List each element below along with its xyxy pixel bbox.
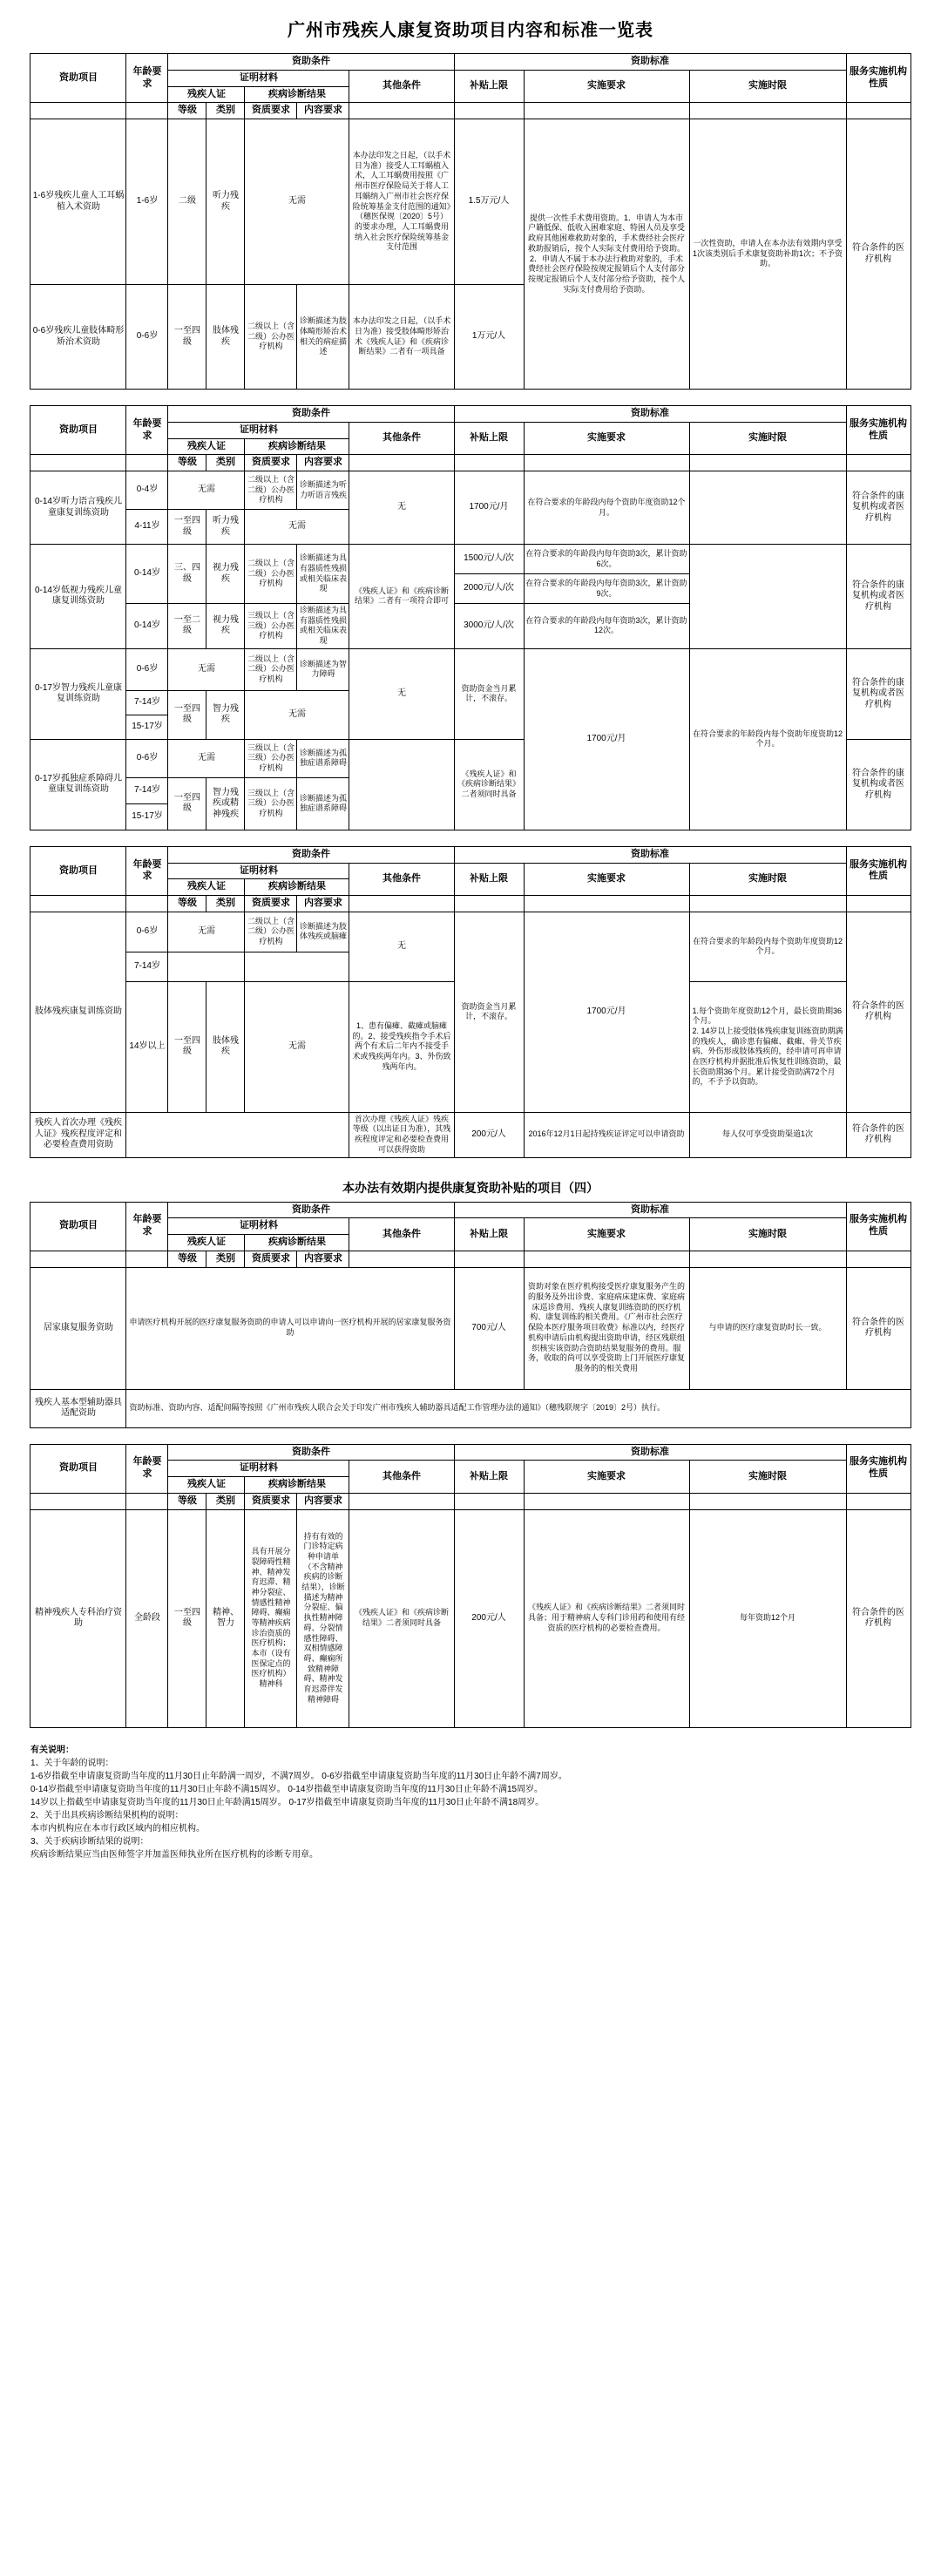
table-section-2 [30,405,911,830]
th-spacer-other [349,103,454,119]
cell-impl-time: 每人仅可享受资助渠道1次 [689,1112,846,1157]
th-impl-req: 实施要求 [524,70,689,103]
th-spacer-other [349,455,454,471]
cell-age: 14岁以上 [126,981,168,1112]
cell-age: 0-6岁 [126,285,168,390]
table-row [30,912,911,952]
th-project: 资助项目 [30,1444,126,1493]
note-item: 1、关于年龄的说明： [30,1758,114,1768]
cell-grade: 一至四级 [168,285,206,390]
th-spacer-req [524,1251,689,1267]
th-conditions: 资助条件 [168,54,454,71]
note-item: 本市内机构应在本市行政区域内的相应机构。 [30,1823,205,1834]
th-conditions: 资助条件 [168,1202,454,1218]
table-row [30,1267,911,1389]
th-spacer-project [30,1251,126,1267]
th-materials: 证明材料 [168,1461,349,1477]
cell-age: 0-6岁 [126,648,168,690]
th-diagnosis: 疾病诊断结果 [245,1477,349,1494]
cell-service-org: 符合条件的医疗机构 [846,912,911,1112]
cell-age: 0-14岁 [126,545,168,604]
th-spacer-other [349,1493,454,1509]
cell-project: 居家康复服务资助 [30,1267,126,1389]
th-cap: 补贴上限 [454,863,524,896]
th-spacer-cap [454,896,524,912]
th-spacer-org [846,1251,911,1267]
th-spacer-req [524,103,689,119]
note-item: 3、关于疾病诊断结果的说明： [30,1836,149,1847]
cell-age: 0-6岁 [126,912,168,952]
cell-project: 1-6岁残疾儿童人工耳蜗植入术资助 [30,119,126,285]
th-grade: 等级 [168,1251,206,1267]
th-spacer-other [349,1251,454,1267]
th-spacer-age [126,103,168,119]
th-impl-time: 实施时限 [689,1218,846,1251]
cell-content: 诊断描述为孤独症谱系障碍 [297,777,349,830]
cell-diagnosis: 无需 [245,119,349,285]
cell-service-org: 符合条件的康复机构或者医疗机构 [846,739,911,830]
th-spacer-cap [454,1251,524,1267]
th-cap: 补贴上限 [454,70,524,103]
cell-other: 本办法印发之日起，（以手术日为准）接受肢体畸形矫治术《残疾人证》和《疾病诊断结果》二者有一项具备 [349,285,454,390]
th-category: 类别 [206,1251,245,1267]
cell-qualification: 三级以上（含三级）公办医疗机构 [245,739,297,777]
th-age: 年龄要求 [126,846,168,895]
cell-diagnosis [245,952,349,981]
th-cap: 补贴上限 [454,422,524,455]
th-spacer-cap [454,455,524,471]
th-service-org: 服务实施机构性质 [846,1444,911,1493]
table-header-row [30,1444,911,1461]
th-content: 内容要求 [297,455,349,471]
cell-age: 7-14岁 [126,777,168,803]
cell-service-org: 符合条件的康复机构或者医疗机构 [846,471,911,545]
th-spacer-req [524,455,689,471]
cell-other: 1、患有偏瘫、截瘫或脑瘫的。2、接受残疾指令手术后两个有术后二年内不接受手术或残疾两年内。3、外伤致残两年内。 [349,981,454,1112]
table-header-row [30,406,911,423]
cell-cap: 3000元/人/次 [454,604,524,649]
th-project: 资助项目 [30,54,126,103]
th-service-org: 服务实施机构性质 [846,54,911,103]
cell-cap: 1.5万元/人 [454,119,524,285]
cell-impl-time: 与申请的医疗康复资助时长一致。 [689,1267,846,1389]
cell-service-org: 符合条件的康复机构或者医疗机构 [846,545,911,649]
table-row [30,648,911,690]
note-item: 2、关于出具疾病诊断结果机构的说明： [30,1810,184,1820]
th-card: 残疾人证 [168,438,245,455]
th-materials: 证明材料 [168,422,349,438]
th-project: 资助项目 [30,846,126,895]
th-cap: 补贴上限 [454,1461,524,1494]
cell-grade: 一至四级 [168,981,206,1112]
cell-cap: 700元/人 [454,1267,524,1389]
cell-diagnosis: 无需 [245,981,349,1112]
cell-diagnosis: 无需 [245,510,349,545]
th-qualification: 资质要求 [245,1493,297,1509]
th-spacer-time [689,1251,846,1267]
cell-qualification: 三级以上（含三级）公办医疗机构 [245,777,297,830]
cell-other: 《残疾人证》和《疾病诊断结果》二者须同时具备 [349,1509,454,1727]
th-content: 内容要求 [297,896,349,912]
th-conditions: 资助条件 [168,406,454,423]
table-header-row [30,1202,911,1218]
page-title: 广州市残疾人康复资助项目内容和标准一览表 [288,21,653,40]
th-spacer-project [30,1493,126,1509]
table-section-5 [30,1444,911,1728]
cell-service-org: 符合条件的医疗机构 [846,1509,911,1727]
cell-content: 诊断描述为孤独症谱系障碍 [297,739,349,777]
cell-diagnosis: 无需 [245,690,349,739]
cell-age: 0-6岁 [126,739,168,777]
th-spacer-cap [454,1493,524,1509]
cell-other: 首次办理《残疾人证》残疾等级（以出证日为准），其残疾程度评定和必要检查费用可以获得资助 [349,1112,454,1157]
cell-content: 持有有效的门诊特定病种申请单（不含精神疾病的诊断结果），诊断描述为精神分裂症、偏执性精神障碍、分裂情感性障碍、双相情感障碍、癫痫所致精神障碍、精神发育迟滞伴发精神障碍 [297,1509,349,1727]
cell-impl-time: 一次性资助，申请人在本办法有效期内享受1次该类别后手术康复资助补助1次；不予资助。 [689,119,846,390]
table-row [30,1509,911,1727]
th-impl-time: 实施时限 [689,422,846,455]
cell-qualification: 二级以上（含二级）公办医疗机构 [245,912,297,952]
cell-cap: 2000元/人/次 [454,574,524,604]
cell-content: 诊断描述为肢体畸形矫治术相关的病症描述 [297,285,349,390]
cell-impl-req: 2016年12月1日起持残疾证评定可以申请资助 [524,1112,689,1157]
impl-req-line1: 1.每个资助年度资助12个月，最长资助期36个月。 [692,1006,843,1026]
table-section-1 [30,53,911,390]
th-conditions: 资助条件 [168,846,454,863]
cell-other: 《残疾人证》和《疾病诊断结果》二者有一项符合即可 [349,545,454,649]
cell-grade: 一至四级 [168,1509,206,1727]
th-other: 其他条件 [349,1461,454,1494]
th-spacer-project [30,103,126,119]
th-cap: 补贴上限 [454,1218,524,1251]
cell-category: 听力残疾 [206,510,245,545]
cell-service-org: 符合条件的医疗机构 [846,1112,911,1157]
cell-impl-req: 在符合要求的年龄段内每年资助3次，累计资助12次。 [524,604,689,649]
th-project: 资助项目 [30,406,126,455]
th-content: 内容要求 [297,103,349,119]
cell-note: 资助资金当月累计，不滚存。 [454,912,524,1112]
cell-category: 精神、智力 [206,1509,245,1727]
cell-qualification: 二级以上（含二级）公办医疗机构 [245,648,297,690]
cell-age: 7-14岁 [126,952,168,981]
th-standard: 资助标准 [454,1444,846,1461]
th-service-org: 服务实施机构性质 [846,1202,911,1251]
th-diagnosis: 疾病诊断结果 [245,879,349,896]
cell-card: 无需 [168,648,245,690]
cell-impl-req: 在符合要求的年龄段内每年资助3次，累计资助6次。 [524,545,689,574]
cell-cap: 1700元/月 [524,912,689,1112]
cell-grade: 一至四级 [168,690,206,739]
th-spacer-time [689,1493,846,1509]
th-impl-time: 实施时限 [689,1461,846,1494]
cell-impl-req: 在符合要求的年龄段内每个资助年度资助12个月。 [689,648,846,830]
cell-age: 15-17岁 [126,715,168,739]
cell-project: 0-17岁智力残疾儿童康复训练资助 [30,648,126,739]
cell-project: 精神残疾人专科治疗资助 [30,1509,126,1727]
th-spacer-req [524,1493,689,1509]
th-grade: 等级 [168,1493,206,1509]
cell-card: 无需 [168,912,245,952]
cell-other: 无 [349,912,454,981]
cell-service-org: 符合条件的康复机构或者医疗机构 [846,648,911,739]
th-card: 残疾人证 [168,879,245,896]
th-category: 类别 [206,455,245,471]
table-row [30,471,911,510]
th-spacer-org [846,103,911,119]
cell-project: 0-14岁低视力残疾儿童康复训练资助 [30,545,126,649]
cell-qualification: 三级以上（含三级）公办医疗机构 [245,604,297,649]
th-impl-req: 实施要求 [524,1218,689,1251]
th-materials: 证明材料 [168,863,349,879]
table-row [30,1112,911,1157]
cell-cap: 1700元/月 [524,648,689,830]
cell-content: 诊断描述为具有器质性残损或相关临床表现 [297,604,349,649]
cell-age-materials [126,1112,349,1157]
th-age: 年龄要求 [126,1444,168,1493]
table-row [30,1389,911,1427]
th-spacer-time [689,103,846,119]
cell-project: 0-17岁孤独症系障碍儿童康复训练资助 [30,739,126,830]
cell-impl-req [689,981,846,1112]
cell-cap: 1500元/人/次 [454,545,524,574]
th-impl-time: 实施时限 [689,863,846,896]
cell-card [168,952,245,981]
cell-impl-time: 每年资助12个月 [689,1509,846,1727]
cell-impl-time [689,545,846,649]
th-impl-req: 实施要求 [524,1461,689,1494]
cell-category: 视力残疾 [206,545,245,604]
th-standard: 资助标准 [454,846,846,863]
cell-service-org: 符合条件的医疗机构 [846,119,911,390]
th-materials: 证明材料 [168,70,349,86]
cell-age: 全龄段 [126,1509,168,1727]
cell-category: 肢体残疾 [206,285,245,390]
cell-note: 资助标准、资助内容、适配间隔等按照《广州市残疾人联合会关于印发广州市残疾人辅助器具适配工作管理办法的通知》（穗残联规字〔2019〕2号）执行。 [126,1389,911,1427]
cell-age: 7-14岁 [126,690,168,715]
cell-grade: 一至二级 [168,604,206,649]
cell-impl-req: 在符合要求的年龄段内每个资助年度资助12个月。 [689,912,846,981]
th-other: 其他条件 [349,1218,454,1251]
note-item: 14岁以上指截至申请康复资助当年度的11月30日止年龄满15周岁。 0-17岁指截至申请康复资助当年度的11月30日止年龄不满18周岁。 [30,1797,545,1807]
th-standard: 资助标准 [454,406,846,423]
th-spacer-req [524,896,689,912]
th-qualification: 资质要求 [245,103,297,119]
cell-other [349,739,454,830]
cell-category: 视力残疾 [206,604,245,649]
cell-cap: 200元/人 [454,1112,524,1157]
th-diagnosis: 疾病诊断结果 [245,1235,349,1251]
cell-note: 资助资金当月累计，不滚存。 [454,648,524,739]
cell-card: 无需 [168,739,245,777]
cell-age: 0-14岁 [126,604,168,649]
impl-req-line2: 2. 14岁以上接受肢体残疾康复训练资助期满的残疾人，确诊患有偏瘫、截瘫、骨关节疾病、外伤形成肢体残疾的，经申请可再申请在医疗机构并据批准后恢复性训练资助，最长资助期36个月。累计接受资助满72个月的，不予予以资助。 [692,1026,843,1087]
cell-project: 肢体残疾康复训练资助 [30,912,126,1112]
cell-impl-req: 在符合要求的年龄段内每个资助年度资助12个月。 [524,471,689,545]
cell-category: 肢体残疾 [206,981,245,1112]
table-header-row [30,846,911,863]
cell-project: 0-6岁残疾儿童肢体畸形矫治术资助 [30,285,126,390]
cell-impl-time [689,471,846,545]
cell-category: 听力残疾 [206,119,245,285]
cell-project: 残疾人基本型辅助器具适配资助 [30,1389,126,1427]
note-item: 1-6岁指截至申请康复资助当年度的11月30日止年龄满一周岁，不满7周岁。 0-6岁指截至申请康复资助当年度的11月30日止年龄不满7周岁。 [30,1771,567,1781]
cell-category: 智力残疾或精神残疾 [206,777,245,830]
th-impl-time: 实施时限 [689,70,846,103]
cell-impl-req: 资助对象在医疗机构接受医疗康复服务产生的的服务及外出诊费、家庭病床建床费、家庭病床巡诊费用、残疾人康复训练资助的医疗机构、康复训练的相关费用。《广州市社会医疗保险本医疗服务项目收费》标准以内，经医疗机构申请后由机构提出资助申请，经区残联组织核实该资助合资助结果复服务的费用。服务，收取的尚可以享受资助上门开展医疗康复服务的的相关费用 [524,1267,689,1389]
th-spacer-org [846,896,911,912]
cell-other2: 《残疾人证》和《疾病诊断结果》二者须同时具备 [454,739,524,830]
table-section-4 [30,1202,911,1428]
th-age: 年龄要求 [126,1202,168,1251]
cell-cap: 1万元/人 [454,285,524,390]
th-category: 类别 [206,103,245,119]
th-spacer-age [126,1493,168,1509]
table-row [30,545,911,574]
th-age: 年龄要求 [126,406,168,455]
cell-cap: 200元/人 [454,1509,524,1727]
th-grade: 等级 [168,896,206,912]
th-content: 内容要求 [297,1251,349,1267]
th-card: 残疾人证 [168,86,245,103]
th-spacer-project [30,896,126,912]
th-other: 其他条件 [349,863,454,896]
th-age: 年龄要求 [126,54,168,103]
th-materials: 证明材料 [168,1218,349,1235]
cell-qualification: 二级以上（含二级）公办医疗机构 [245,285,297,390]
cell-age: 15-17岁 [126,803,168,830]
th-spacer-project [30,455,126,471]
th-other: 其他条件 [349,70,454,103]
cell-content: 诊断描述为肢体残疾或脑瘫 [297,912,349,952]
notes-title: 有关说明： [30,1745,74,1755]
cell-age: 1-6岁 [126,119,168,285]
cell-content: 诊断描述为具有器质性残损或相关临床表现 [297,545,349,604]
th-grade: 等级 [168,103,206,119]
th-spacer-cap [454,103,524,119]
cell-qualification: 具有开展分裂障碍性精神、精神发育迟滞、精神分裂症、情感性精神障碍、癫痫等精神疾病诊治资质的医疗机构；本市（设有医保定点的医疗机构）精神科 [245,1509,297,1727]
th-spacer-age [126,896,168,912]
note-item: 疾病诊断结果应当由医师签字并加盖医师执业所在医疗机构的诊断专用章。 [30,1849,318,1860]
cell-content: 诊断描述为智力障碍 [297,648,349,690]
th-qualification: 资质要求 [245,896,297,912]
cell-category: 智力残疾 [206,690,245,739]
cell-impl-req: 在符合要求的年龄段内每年资助3次，累计资助9次。 [524,574,689,604]
th-card: 残疾人证 [168,1235,245,1251]
th-spacer-age [126,455,168,471]
th-impl-req: 实施要求 [524,863,689,896]
th-spacer-time [689,455,846,471]
cell-qualification: 二级以上（含二级）公办医疗机构 [245,471,297,510]
th-spacer-age [126,1251,168,1267]
th-service-org: 服务实施机构性质 [846,846,911,895]
th-content: 内容要求 [297,1493,349,1509]
th-qualification: 资质要求 [245,455,297,471]
th-qualification: 资质要求 [245,1251,297,1267]
notes-block [30,1744,911,1861]
table-section-3 [30,846,911,1158]
th-conditions: 资助条件 [168,1444,454,1461]
cell-qualification: 二级以上（含二级）公办医疗机构 [245,545,297,604]
th-card: 残疾人证 [168,1477,245,1494]
th-impl-req: 实施要求 [524,422,689,455]
cell-project: 残疾人首次办理《残疾人证》残疾程度评定和必要检查费用资助 [30,1112,126,1157]
cell-grade: 二级 [168,119,206,285]
th-spacer-org [846,1493,911,1509]
cell-grade: 三、四级 [168,545,206,604]
th-spacer-org [846,455,911,471]
cell-card: 无需 [168,471,245,510]
th-category: 类别 [206,1493,245,1509]
cell-other: 无 [349,471,454,545]
th-service-org: 服务实施机构性质 [846,406,911,455]
cell-grade: 一至四级 [168,510,206,545]
cell-cap: 1700元/月 [454,471,524,545]
cell-project: 0-14岁听力语言残疾儿童康复训练资助 [30,471,126,545]
cell-other: 无 [349,648,454,739]
cell-other: 申请医疗机构开展的医疗康复服务资助的申请人可以申请向一医疗机构开展的居家康复服务资助 [126,1267,454,1389]
cell-age: 4-11岁 [126,510,168,545]
note-item: 0-14岁指截至申请康复资助当年度的11月30日止年龄不满15周岁。 0-14岁指截至申请康复资助当年度的11月30日止年龄不满15周岁。 [30,1784,544,1794]
th-standard: 资助标准 [454,1202,846,1218]
cell-grade: 一至四级 [168,777,206,830]
cell-service-org: 符合条件的医疗机构 [846,1267,911,1389]
th-diagnosis: 疾病诊断结果 [245,86,349,103]
th-grade: 等级 [168,455,206,471]
cell-content: 诊断描述为听力听语言残疾 [297,471,349,510]
table-row [30,119,911,285]
th-project: 资助项目 [30,1202,126,1251]
th-diagnosis: 疾病诊断结果 [245,438,349,455]
cell-age: 0-4岁 [126,471,168,510]
th-spacer-time [689,896,846,912]
th-spacer-other [349,896,454,912]
section-4-title: 本办法有效期内提供康复资助补贴的项目（四） [342,1180,599,1195]
cell-impl-req: 提供一次性手术费用资助。1．申请人为本市户籍低保、低收入困难家庭、特困人员及享受政府其他困难救助对象的，手术费经社会医疗救助报销后，按个人实际支付费用给予资助。2．申请人不属于本办法行救助对象的，手术费经社会医疗保险按规定报销后个人支付部分按规定报销后个人支付部分给予资助，按个人实际支付费用给予资助。 [524,119,689,390]
th-standard: 资助标准 [454,54,846,71]
th-category: 类别 [206,896,245,912]
th-other: 其他条件 [349,422,454,455]
table-header-row [30,54,911,71]
cell-other: 本办法印发之日起，（以手术日为准）接受人工耳蜗植入术，人工耳蜗费用按照《广州市医疗保险局关于将人工耳蜗纳入广州市社会医疗保险统筹基金支付范围的通知》（穗医保规〔2020〕5号）的要求办理，人工耳蜗费用纳入社会医疗保险统筹基金支付范围 [349,119,454,285]
cell-impl-req: 《残疾人证》和《疾病诊断结果》二者须同时具备；用于精神病人专科门诊用药和使用有经资质的医疗机构的必要检查费用。 [524,1509,689,1727]
